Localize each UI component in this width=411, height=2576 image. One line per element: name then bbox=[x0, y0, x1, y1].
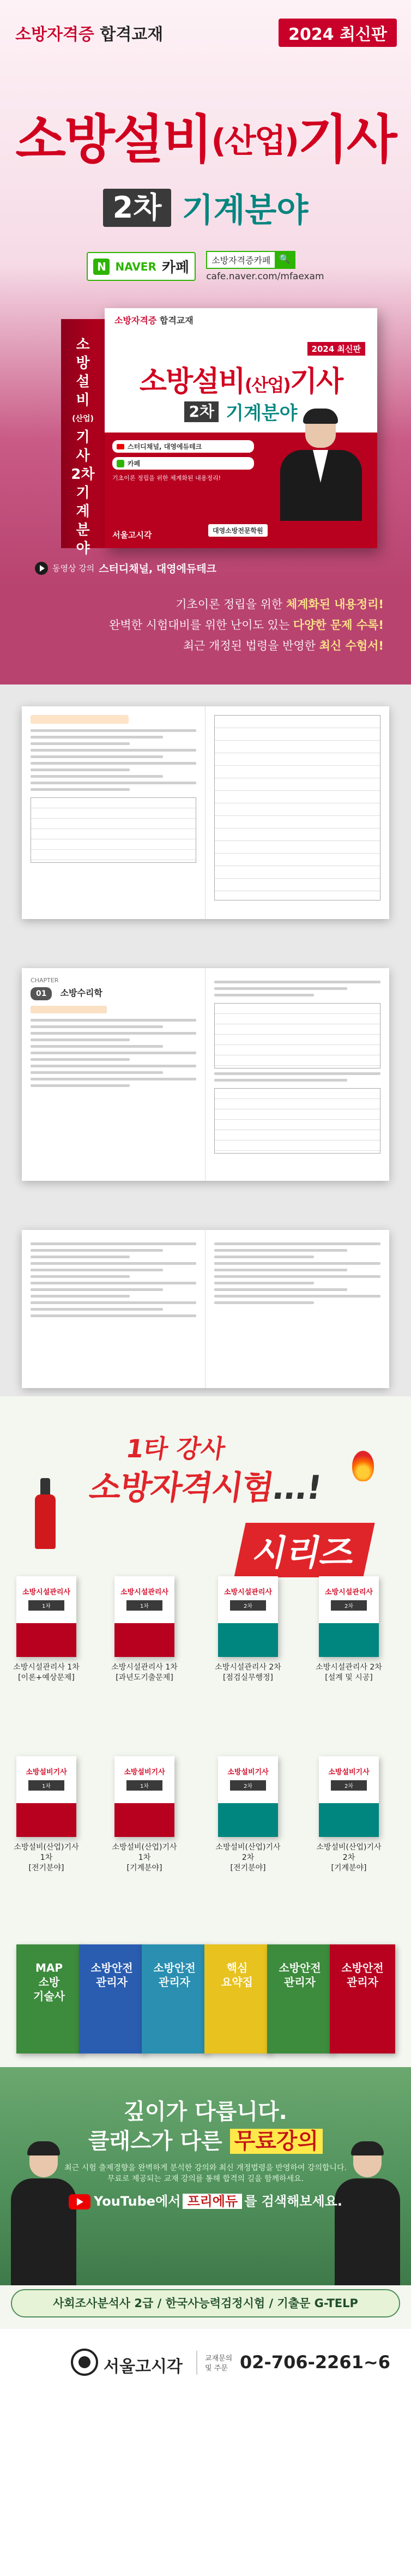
sample-line bbox=[31, 1038, 130, 1041]
cover-lower-panel bbox=[105, 433, 377, 548]
sample-spread-3 bbox=[22, 1230, 389, 1388]
feature-3a: 최근 개정된 법령을 반영한 bbox=[183, 639, 319, 652]
series-book[interactable] bbox=[11, 1756, 82, 1874]
publisher-name: 서울고시각 bbox=[104, 2357, 183, 2376]
series-book-title: 소방시설관리사 bbox=[224, 1588, 272, 1596]
lecture-info bbox=[35, 561, 216, 575]
sample-line bbox=[31, 1308, 163, 1311]
sample-line bbox=[31, 1269, 163, 1271]
sample-line bbox=[31, 1078, 196, 1080]
youtube-cta[interactable] bbox=[0, 2190, 411, 2209]
other-book-title-line: 소방안전 bbox=[279, 1961, 321, 1974]
cover-top bbox=[114, 314, 194, 326]
series-book-caption bbox=[11, 1662, 82, 1683]
banner-line2 bbox=[0, 2124, 411, 2155]
feature-line-3 bbox=[109, 635, 384, 656]
series-book-caption-1: 소방시설관리사 2차 bbox=[316, 1663, 382, 1672]
spine-text bbox=[71, 335, 95, 558]
series-book-caption bbox=[313, 1842, 384, 1874]
other-exams-list: 사회조사분석사 2급 / 한국사능력검정시험 / 기출문 G-TELP bbox=[11, 2289, 400, 2317]
series-book-cover bbox=[16, 1756, 76, 1837]
series-book-tag: 1차 bbox=[28, 1780, 64, 1791]
sample-line bbox=[31, 755, 163, 758]
other-book-title-line: 소방안전 bbox=[153, 1961, 196, 1974]
series-book-cover bbox=[114, 1576, 174, 1657]
other-book-title-line: 관리자 bbox=[96, 1975, 128, 1989]
other-book-title bbox=[79, 1961, 144, 1989]
spine-char: 분야 bbox=[76, 522, 90, 557]
cafe-url[interactable]: cafe.naver.com/mfaexam bbox=[206, 271, 324, 282]
sample-spread-1 bbox=[22, 706, 389, 919]
sample-table bbox=[31, 797, 196, 863]
sample-table bbox=[214, 1088, 380, 1154]
feature-section bbox=[0, 586, 411, 684]
naver-n-icon: N bbox=[93, 259, 110, 275]
other-book[interactable] bbox=[330, 1944, 395, 2053]
sample-line bbox=[31, 1025, 163, 1028]
feature-1b: 체계화된 내용정리! bbox=[286, 598, 384, 611]
spine-char: 2차 bbox=[71, 466, 95, 483]
sample-line bbox=[214, 987, 347, 990]
sample-line bbox=[214, 1295, 380, 1298]
banner-small-2: 무료로 제공되는 교재 강의를 통해 합격의 길을 함께하세요. bbox=[107, 2175, 304, 2183]
sample-line bbox=[31, 788, 130, 791]
sample-line bbox=[31, 729, 196, 732]
hero-subtitle bbox=[15, 21, 163, 45]
cover-top-dark: 합격교재 bbox=[159, 315, 194, 326]
book-front-cover bbox=[105, 308, 377, 548]
other-book-title bbox=[204, 1961, 270, 1989]
series-book[interactable] bbox=[213, 1756, 283, 1874]
banner-small bbox=[0, 2163, 411, 2184]
cafe-search-box[interactable] bbox=[206, 251, 295, 269]
order-phone[interactable]: 02-706-2261~6 bbox=[240, 2352, 391, 2373]
hero-title-b: 기사 bbox=[298, 109, 396, 170]
sample-page-left bbox=[22, 968, 206, 1181]
cover-info bbox=[112, 440, 254, 483]
sample-line bbox=[31, 1045, 163, 1048]
other-books-row bbox=[16, 1944, 395, 2064]
feature-2a: 완벽한 시험대비를 위한 난이도 있는 bbox=[109, 619, 293, 632]
cover-title-paren: (산업) bbox=[244, 375, 290, 395]
series-book-lower bbox=[16, 1623, 76, 1657]
cover-badge: 2024 최신판 bbox=[307, 342, 365, 356]
spine-char: 소 bbox=[76, 337, 90, 353]
series-book-tag: 2차 bbox=[331, 1780, 367, 1791]
chapter-title: 소방수리학 bbox=[60, 988, 102, 998]
sample-line bbox=[214, 1275, 380, 1278]
sample-line bbox=[31, 1071, 163, 1074]
hero-sub-dark: 합격교재 bbox=[100, 25, 164, 44]
book-spine bbox=[61, 319, 105, 557]
sample-section-bar bbox=[31, 1006, 107, 1013]
youtube-icon bbox=[69, 2194, 90, 2209]
hero-row2 bbox=[0, 184, 411, 231]
cover-pill1-text: 스터디채널, 대영에듀테크 bbox=[128, 443, 202, 451]
spine-char: 방 bbox=[76, 355, 90, 371]
banner-line2-a: 클래스가 다른 bbox=[88, 2129, 230, 2154]
series-title bbox=[0, 1462, 411, 1509]
hero-title bbox=[0, 98, 411, 173]
series-book-title: 소방설비기사 bbox=[328, 1768, 370, 1776]
series-book-caption bbox=[213, 1662, 283, 1683]
hero-section bbox=[0, 0, 411, 586]
series-book-caption-2: [전기분야] bbox=[28, 1864, 64, 1872]
series-book-caption-1: 소방설비(산업)기사 2차 bbox=[316, 1843, 382, 1862]
series-book-caption-2: [설계 및 시공] bbox=[325, 1673, 373, 1682]
feature-lines bbox=[109, 594, 384, 656]
sample-line bbox=[31, 1288, 163, 1291]
series-book-lower bbox=[114, 1803, 174, 1837]
sample-line bbox=[31, 1065, 196, 1067]
sample-page-left bbox=[22, 706, 206, 919]
series-book[interactable] bbox=[109, 1576, 180, 1683]
series-book-tag: 2차 bbox=[331, 1600, 367, 1611]
series-book-lower bbox=[218, 1623, 278, 1657]
cover-title bbox=[105, 358, 377, 399]
series-book-tag: 2차 bbox=[230, 1780, 266, 1791]
series-book-title: 소방설비기사 bbox=[227, 1768, 269, 1776]
other-book[interactable] bbox=[142, 1944, 207, 2053]
cafe-search-query: 소방자격증카페 bbox=[211, 255, 271, 266]
sample-line bbox=[31, 1295, 130, 1298]
sample-line bbox=[31, 1275, 130, 1278]
youtube-icon bbox=[117, 444, 124, 449]
publisher-logo-icon bbox=[71, 2349, 98, 2376]
sample-line bbox=[31, 1282, 196, 1284]
banner-small-1: 최근 시험 출제경향을 완벽하게 분석한 강의와 최신 개정법령을 반영하여 강의합니다. bbox=[64, 2164, 347, 2172]
sample-line bbox=[31, 775, 163, 778]
hero-sub-red: 소방자격증 bbox=[15, 25, 94, 44]
series-ribbon: 시리즈 bbox=[234, 1523, 375, 1577]
sample-line bbox=[214, 1249, 347, 1252]
series-book-title: 소방시설관리사 bbox=[120, 1588, 168, 1596]
series-book-tag: 1차 bbox=[28, 1600, 64, 1611]
other-book-title-line: 관리자 bbox=[159, 1975, 190, 1989]
order-inquiry-line: 및 주문 bbox=[205, 2364, 228, 2373]
sample-line bbox=[214, 1288, 347, 1291]
series-title-text: 소방자격시험 bbox=[87, 1469, 276, 1507]
sample-table-large bbox=[214, 715, 380, 900]
sample-pages-section-2 bbox=[0, 1230, 411, 1396]
lecture-label: 동영상 강의 bbox=[52, 563, 95, 573]
feature-2b: 다양한 문제 수록! bbox=[293, 619, 384, 632]
sample-line bbox=[31, 1084, 130, 1087]
series-book[interactable] bbox=[213, 1576, 283, 1683]
series-book[interactable] bbox=[313, 1576, 384, 1683]
series-book-caption-1: 소방설비(산업)기사 1차 bbox=[14, 1843, 79, 1862]
cover-field: 기계분야 bbox=[226, 403, 298, 424]
cover-desc: 기초이론 정립을 위한 체계화된 내용정리! bbox=[112, 475, 221, 482]
chapter-number: 01 bbox=[31, 987, 52, 1000]
sample-line bbox=[31, 1032, 196, 1035]
sample-line bbox=[31, 1249, 163, 1252]
author-photo bbox=[274, 411, 366, 520]
series-book[interactable] bbox=[109, 1756, 180, 1874]
exam-stage-badge: 2차 bbox=[103, 189, 172, 227]
other-book-title-line: 소방 bbox=[38, 1975, 60, 1989]
sample-line bbox=[214, 1072, 380, 1075]
series-title-dots: ...! bbox=[270, 1469, 323, 1507]
series-book-lower bbox=[218, 1803, 278, 1837]
series-book-lower bbox=[319, 1803, 379, 1837]
series-book-caption-1: 소방시설관리사 1차 bbox=[13, 1663, 80, 1672]
series-book-lower bbox=[319, 1623, 379, 1657]
series-book-tag: 1차 bbox=[126, 1780, 162, 1791]
other-book-title bbox=[267, 1961, 333, 1989]
sample-line bbox=[31, 736, 163, 738]
sample-line bbox=[31, 762, 196, 765]
sample-line bbox=[214, 1262, 380, 1265]
other-book-title-line: 관리자 bbox=[284, 1975, 316, 1989]
spine-char: 사 bbox=[76, 448, 90, 464]
series-book-cover bbox=[218, 1756, 278, 1837]
cover-top-red: 소방자격증 bbox=[114, 315, 157, 326]
series-book-cover bbox=[114, 1756, 174, 1837]
spine-char: (산업) bbox=[72, 415, 94, 423]
book-cover-image bbox=[61, 308, 377, 557]
edition-badge: 2024 최신판 bbox=[279, 19, 397, 47]
cover-author: 대영소방전문학원 bbox=[208, 524, 268, 537]
fire-icon bbox=[352, 1451, 374, 1481]
other-book-title-line: 소방안전 bbox=[90, 1961, 133, 1974]
other-book-title bbox=[142, 1961, 207, 1989]
feature-3b: 최신 수험서! bbox=[319, 639, 384, 652]
sample-page-right bbox=[206, 1230, 389, 1388]
series-book-caption bbox=[213, 1842, 283, 1874]
sample-line bbox=[214, 994, 314, 996]
sample-pages-section bbox=[0, 684, 411, 1230]
naver-cafe-logo bbox=[87, 252, 196, 281]
series-book-caption bbox=[109, 1842, 180, 1874]
series-book-title: 소방시설관리사 bbox=[325, 1588, 373, 1596]
other-book-title-line: 요약집 bbox=[221, 1975, 253, 1989]
naver-icon bbox=[117, 460, 124, 467]
sample-line bbox=[31, 1301, 196, 1304]
sample-line bbox=[31, 749, 196, 752]
series-book-title: 소방시설관리사 bbox=[22, 1588, 70, 1596]
sample-line bbox=[214, 1256, 314, 1258]
sample-line bbox=[214, 1282, 314, 1284]
other-book-title-line: 관리자 bbox=[347, 1975, 378, 1989]
cover-publisher: 서울고시각 bbox=[112, 530, 152, 540]
cover-title-a: 소방설비 bbox=[139, 365, 245, 398]
other-book-title bbox=[330, 1961, 395, 1989]
sample-line bbox=[31, 1262, 196, 1265]
series-book-caption-2: [기계분야] bbox=[126, 1864, 162, 1872]
series-book-caption bbox=[109, 1662, 180, 1683]
series-book-caption-2: [이론+예상문제] bbox=[18, 1673, 75, 1682]
sample-line bbox=[214, 1301, 314, 1304]
sample-line bbox=[31, 782, 196, 784]
lecture-channels: 스터디채널, 대영에듀테크 bbox=[99, 563, 216, 575]
spine-char: 기계 bbox=[76, 485, 90, 520]
play-icon bbox=[35, 562, 48, 575]
chapter-heading bbox=[31, 986, 196, 1000]
series-book-cover bbox=[16, 1576, 76, 1657]
sample-line bbox=[31, 1256, 130, 1258]
cover-title-b: 기사 bbox=[289, 365, 343, 398]
sample-line bbox=[214, 1242, 380, 1245]
series-book-title: 소방설비기사 bbox=[124, 1768, 165, 1776]
series-book-caption bbox=[11, 1842, 82, 1874]
order-inquiry-line: 교재문의 bbox=[205, 2355, 233, 2363]
yt-mid: 에서 bbox=[155, 2194, 181, 2209]
series-book-caption-1: 소방설비(산업)기사 1차 bbox=[112, 1843, 177, 1862]
other-book[interactable] bbox=[16, 1944, 82, 2053]
chapter-label: CHAPTER bbox=[31, 977, 59, 984]
series-book-title: 소방설비기사 bbox=[26, 1768, 67, 1776]
cafe-search-group bbox=[206, 251, 324, 282]
series-section bbox=[0, 1396, 411, 2396]
cover-pill2-text: 카페 bbox=[128, 460, 141, 467]
series-kang: 1타 강사 bbox=[124, 1434, 227, 1463]
spine-char: 기 bbox=[76, 429, 90, 446]
sample-table bbox=[214, 1003, 380, 1068]
other-book-title-line: MAP bbox=[35, 1961, 63, 1974]
cover-pill-naver bbox=[112, 457, 254, 470]
author-hair bbox=[303, 409, 338, 424]
sample-line bbox=[214, 981, 380, 983]
series-book-cover bbox=[218, 1576, 278, 1657]
series-book-lower bbox=[16, 1803, 76, 1837]
series-book-caption-2: [과년도기출문제] bbox=[116, 1673, 173, 1682]
sample-line bbox=[214, 1079, 347, 1082]
other-book-title-line: 기술사 bbox=[33, 1990, 65, 2003]
series-book-caption-1: 소방시설관리사 1차 bbox=[111, 1663, 178, 1672]
yt-channel: 프리에듀 bbox=[183, 2194, 242, 2209]
other-book-title bbox=[16, 1961, 82, 2003]
sample-line bbox=[31, 1052, 196, 1054]
feature-1a: 기초이론 정립을 위한 bbox=[176, 598, 286, 611]
sample-line bbox=[31, 1058, 130, 1061]
publisher-footer bbox=[0, 2329, 411, 2396]
search-icon[interactable]: 🔍 bbox=[275, 252, 294, 268]
series-book-caption-2: [기계분야] bbox=[331, 1864, 367, 1872]
sample-line bbox=[31, 1314, 196, 1317]
series-header bbox=[0, 1396, 411, 1522]
series-book-lower bbox=[114, 1623, 174, 1657]
feature-line-2 bbox=[109, 615, 384, 635]
other-book[interactable] bbox=[267, 1944, 333, 2053]
naver-text: NAVER bbox=[115, 260, 156, 273]
sample-line bbox=[31, 1019, 196, 1022]
other-book-title-line: 핵심 bbox=[226, 1961, 248, 1974]
sample-page-right bbox=[206, 968, 389, 1181]
free-lecture-banner bbox=[0, 2067, 411, 2285]
cafe-label: 카페 bbox=[161, 260, 190, 276]
other-book[interactable] bbox=[79, 1944, 144, 2053]
series-book-tag: 1차 bbox=[126, 1600, 162, 1611]
yt-word: YouTube bbox=[94, 2194, 156, 2209]
hero-title-a: 소방설비 bbox=[15, 109, 211, 170]
banner-line2-b: 무료강의 bbox=[230, 2129, 323, 2154]
sample-line bbox=[31, 1242, 196, 1245]
spine-char: 비 bbox=[76, 392, 90, 409]
cover-pill-youtube bbox=[112, 440, 254, 453]
sample-page-left bbox=[22, 1230, 206, 1388]
series-book-caption-1: 소방설비(산업)기사 2차 bbox=[215, 1843, 281, 1862]
series-book-caption bbox=[313, 1662, 384, 1683]
yt-tail: 를 검색해보세요. bbox=[244, 2194, 342, 2209]
naver-cafe-banner[interactable] bbox=[0, 251, 411, 282]
sample-line bbox=[214, 1269, 347, 1271]
series-book[interactable] bbox=[313, 1756, 384, 1874]
sample-header-bar bbox=[31, 715, 129, 724]
series-book-cover bbox=[319, 1756, 379, 1837]
sample-spread-2 bbox=[22, 968, 389, 1181]
hero-title-paren: (산업) bbox=[211, 122, 298, 160]
series-book[interactable] bbox=[11, 1576, 82, 1683]
field-label: 기계분야 bbox=[182, 191, 309, 230]
other-book[interactable] bbox=[204, 1944, 270, 2053]
sample-line bbox=[31, 768, 130, 771]
sample-page-right bbox=[206, 706, 389, 919]
sample-line bbox=[31, 742, 130, 745]
cover-stage: 2차 bbox=[184, 401, 219, 422]
series-book-tag: 2차 bbox=[230, 1600, 266, 1611]
spine-char: 설 bbox=[76, 374, 90, 390]
feature-line-1 bbox=[109, 594, 384, 615]
series-book-caption-2: [점검실무행정] bbox=[222, 1673, 274, 1682]
order-inquiry-label bbox=[205, 2354, 232, 2374]
series-book-caption-1: 소방시설관리사 2차 bbox=[215, 1663, 281, 1672]
footer-divider bbox=[196, 2351, 197, 2375]
other-book-title-line: 소방안전 bbox=[341, 1961, 384, 1974]
series-book-cover bbox=[319, 1576, 379, 1657]
series-book-caption-2: [전기분야] bbox=[230, 1864, 266, 1872]
banner-line1: 깊이가 다릅니다. bbox=[124, 2099, 287, 2124]
